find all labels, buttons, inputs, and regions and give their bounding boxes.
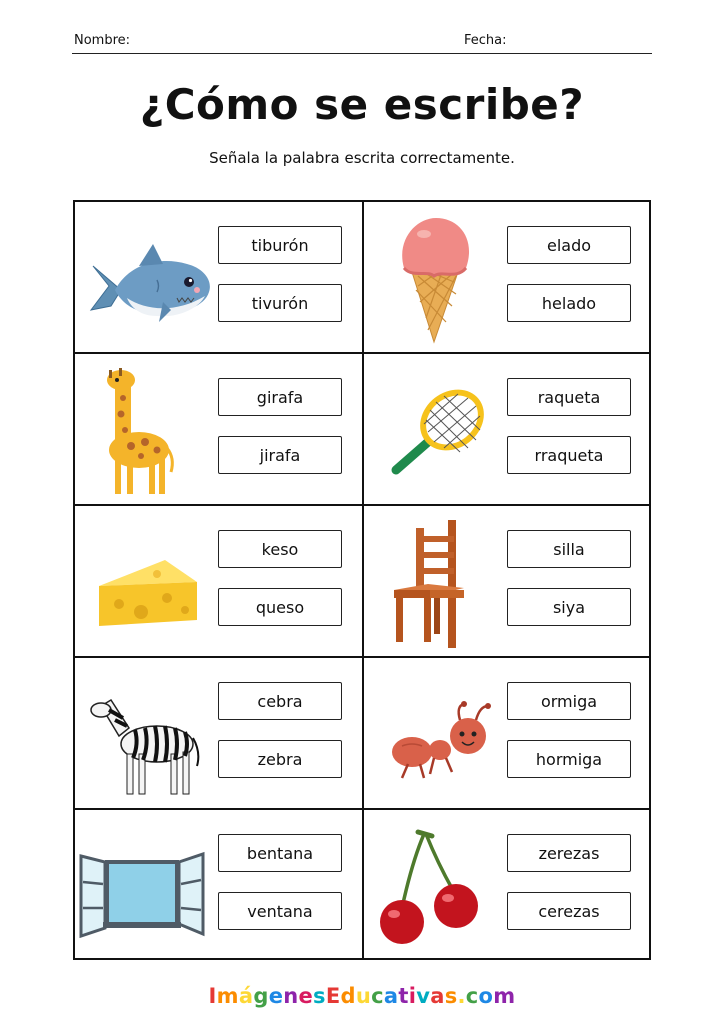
option-button[interactable]: queso	[218, 588, 342, 626]
exercise-cell-cherries	[364, 810, 651, 962]
exercise-cell-racket	[364, 354, 651, 506]
date-label: Fecha:	[464, 33, 507, 48]
option-button[interactable]: girafa	[218, 378, 342, 416]
option-button[interactable]: zerezas	[507, 834, 631, 872]
shark-icon	[79, 210, 215, 346]
header-line	[72, 33, 652, 54]
brand-logo: ImágenesEducativas.com	[208, 984, 516, 1008]
chair-icon	[368, 514, 504, 650]
racket-icon	[368, 362, 504, 498]
page-title: ¿Cómo se escribe?	[139, 80, 585, 129]
exercise-cell-ice-cream	[364, 202, 651, 354]
exercise-grid	[73, 200, 651, 960]
option-button[interactable]: rraqueta	[507, 436, 631, 474]
option-button[interactable]: jirafa	[218, 436, 342, 474]
cheese-icon	[79, 514, 215, 650]
exercise-cell-chair	[364, 506, 651, 658]
instructions: Señala la palabra escrita correctamente.	[209, 149, 515, 167]
option-button[interactable]: cerezas	[507, 892, 631, 930]
option-button[interactable]: tivurón	[218, 284, 342, 322]
option-button[interactable]: hormiga	[507, 740, 631, 778]
exercise-cell-ant	[364, 658, 651, 810]
window-icon	[79, 818, 215, 954]
option-button[interactable]: helado	[507, 284, 631, 322]
ice-cream-icon	[368, 210, 504, 346]
option-button[interactable]: elado	[507, 226, 631, 264]
option-button[interactable]: keso	[218, 530, 342, 568]
option-button[interactable]: siya	[507, 588, 631, 626]
cherries-icon	[368, 818, 504, 954]
exercise-cell-cheese	[75, 506, 362, 658]
option-button[interactable]: ventana	[218, 892, 342, 930]
exercise-cell-window	[75, 810, 362, 962]
option-button[interactable]: zebra	[218, 740, 342, 778]
exercise-cell-zebra	[75, 658, 362, 810]
option-button[interactable]: tiburón	[218, 226, 342, 264]
zebra-icon	[79, 666, 215, 802]
giraffe-icon	[79, 362, 215, 498]
exercise-cell-shark	[75, 202, 362, 354]
exercise-cell-giraffe	[75, 354, 362, 506]
option-button[interactable]: cebra	[218, 682, 342, 720]
option-button[interactable]: ormiga	[507, 682, 631, 720]
option-button[interactable]: bentana	[218, 834, 342, 872]
name-label: Nombre:	[74, 33, 131, 48]
ant-icon	[368, 666, 504, 802]
option-button[interactable]: silla	[507, 530, 631, 568]
option-button[interactable]: raqueta	[507, 378, 631, 416]
